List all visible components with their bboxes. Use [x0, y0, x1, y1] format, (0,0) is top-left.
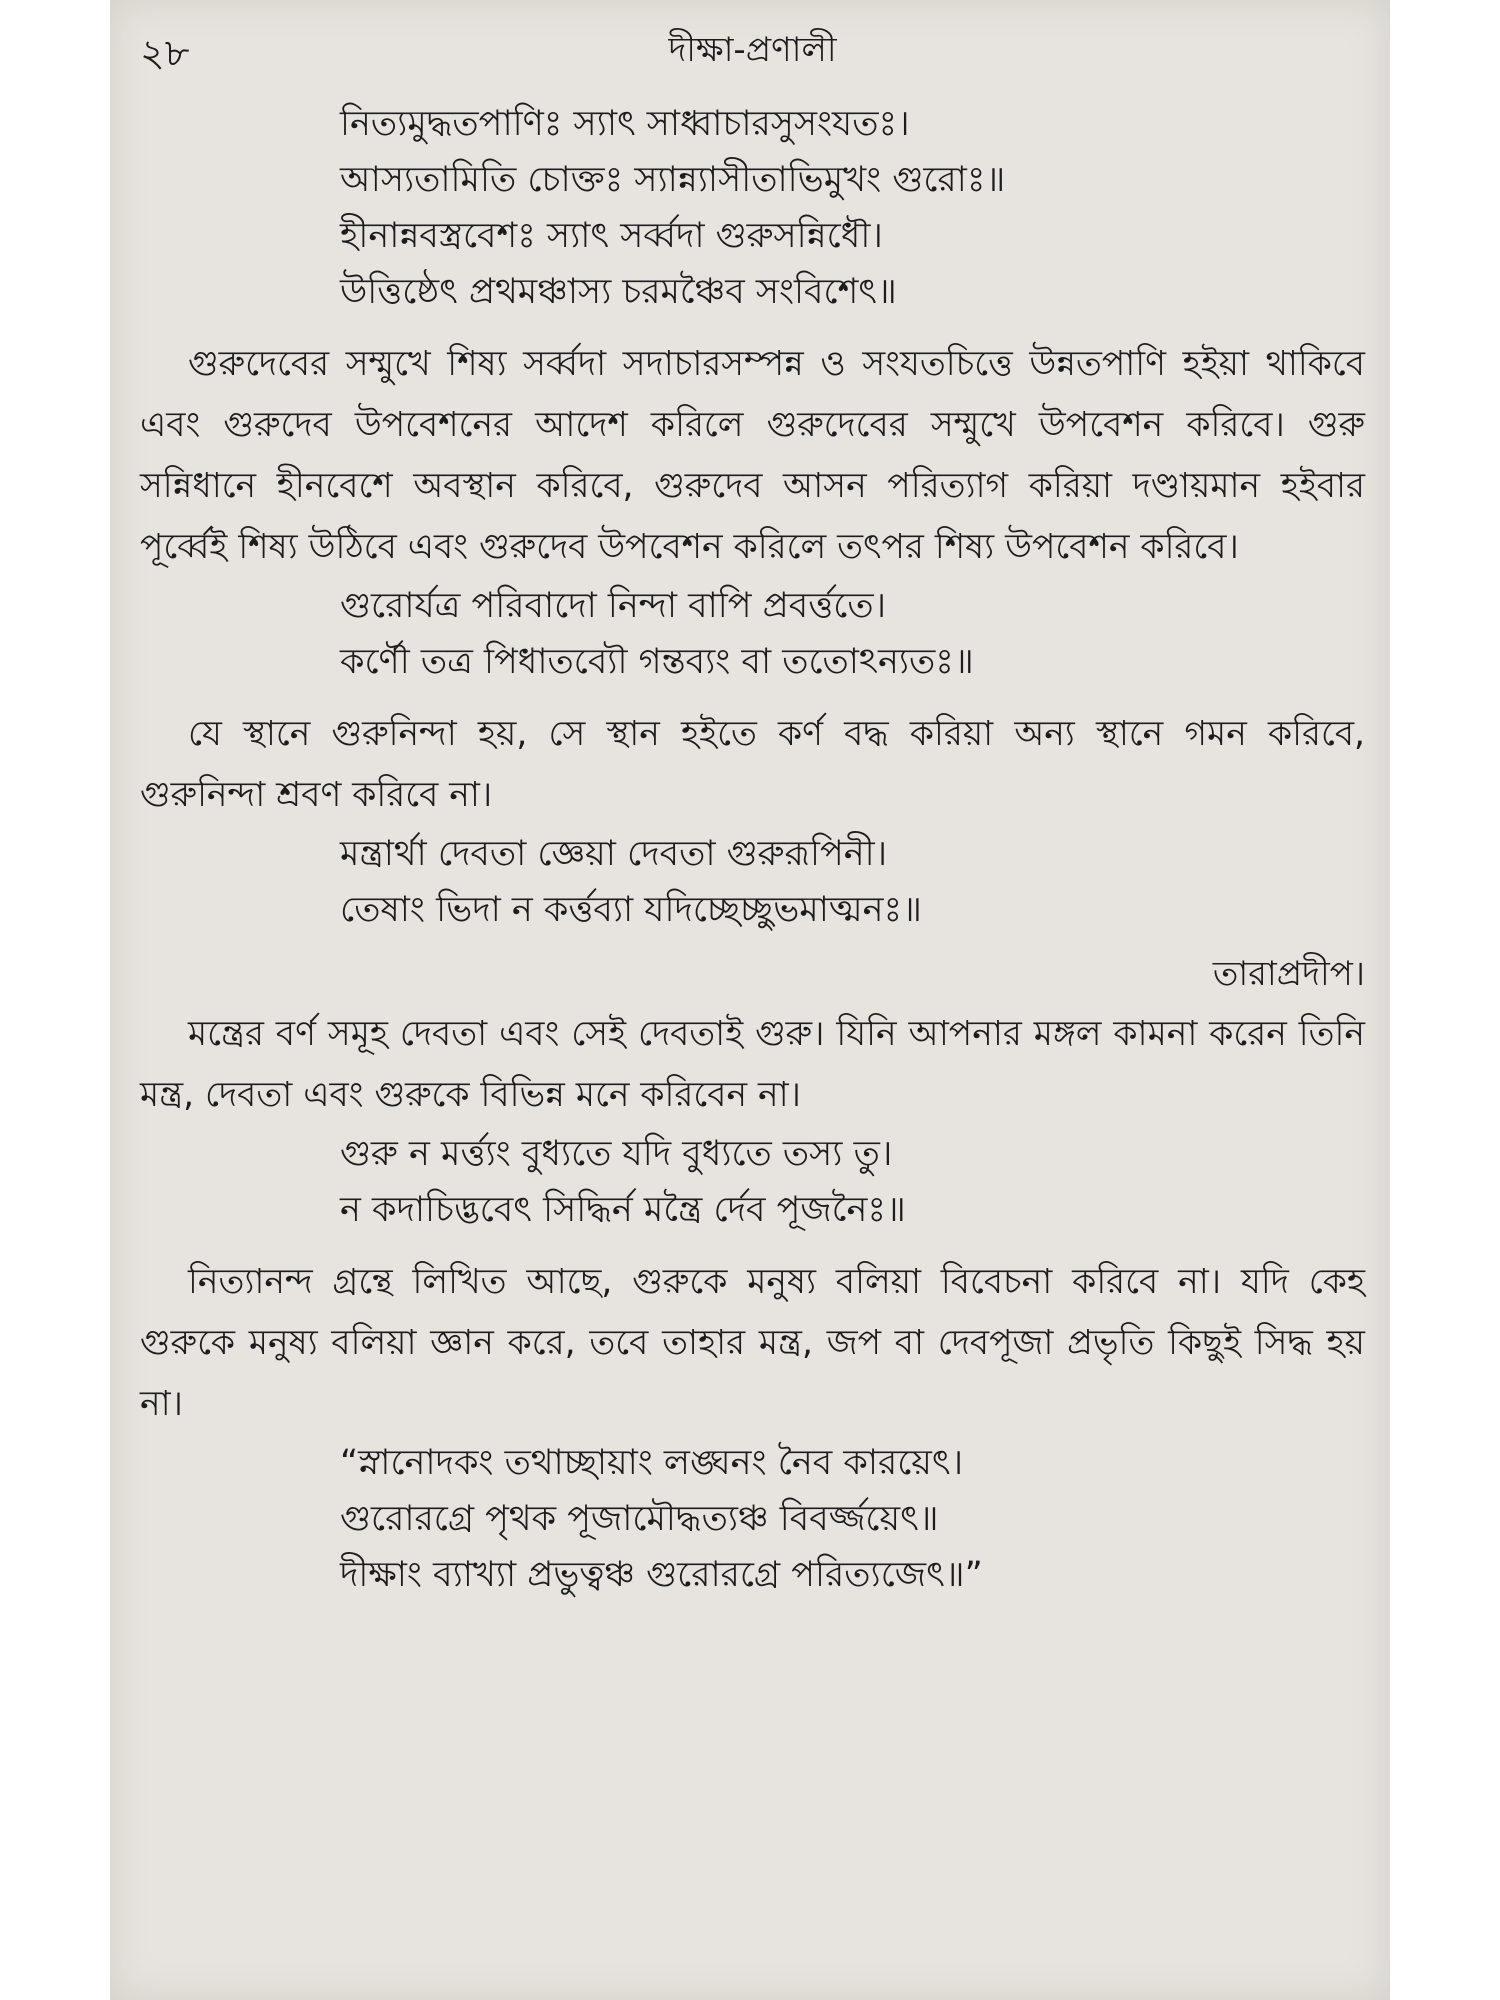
paragraph-text: মন্ত্রের বর্ণ সমূহ দেবতা এবং সেই দেবতাই গুরু। যিনি আপনার মঙ্গল কামনা করেন তিনি মন্ত্র, দেবতা এবং গুরুকে বিভিন্ন মনে করিবেন না।	[140, 1014, 1365, 1115]
verse-line: গুরোর্যত্র পরিবাদো নিন্দা বাপি প্রবর্ত্ততে।	[340, 586, 887, 626]
running-title: দীক্ষা-প্রণালী	[668, 30, 837, 70]
verse-line: উত্তিষ্ঠেৎ প্রথমঞ্চাস্য চরমঞ্চৈব সংবিশেৎ॥	[340, 272, 897, 312]
verse-line: তেষাং ভিদা ন কর্ত্তব্যা যদিচ্ছেচ্ছুভমাত্মনঃ॥	[340, 890, 922, 930]
verse-line: নিত্যমুদ্ধতপাণিঃ স্যাৎ সাধ্বাচারসুসংযতঃ।	[340, 104, 910, 144]
page-header	[140, 18, 1365, 82]
verse-line: গুরু ন মর্ত্ত্যং বুধ্যতে যদি বুধ্যতে তস্য তু।	[340, 1134, 893, 1174]
prose-paragraph-4	[140, 1252, 1365, 1435]
verse-block-1	[140, 96, 1365, 320]
verse-line: কর্ণৌ তত্র পিধাতব্যৌ গন্তব্যং বা ততোঽন্যতঃ॥	[340, 642, 974, 682]
verse-line: আস্যতামিতি চোক্তঃ স্যান্ন্যাসীতাভিমুখং গুরোঃ॥	[340, 160, 1006, 200]
verse-block-4	[140, 1126, 1365, 1238]
verse-block-2	[140, 578, 1365, 690]
verse-block-5	[140, 1435, 1365, 1603]
paragraph-text: নিত্যানন্দ গ্রন্থে লিখিত আছে, গুরুকে মনুষ্য বলিয়া বিবেচনা করিবে না। যদি কেহ গুরুকে মনুষ্য বলিয়া জ্ঞান করে, তবে তাহার মন্ত্র, জপ বা দেবপূজা প্রভৃতি কিছুই সিদ্ধ হয় না।	[140, 1262, 1365, 1424]
verse-line: গুরোরগ্রে পৃথক পূজামৌদ্ধত্যঞ্চ বিবর্জ্জয়েৎ॥	[340, 1499, 939, 1539]
paragraph-text: গুরুদেবের সম্মুখে শিষ্য সর্ব্বদা সদাচারসম্পন্ন ও সংযতচিত্তে উন্নতপাণি হইয়া থাকিবে এবং গুরুদেব উপবেশনের আদেশ করিলে গুরুদেবের সম্মুখে উপবেশন করিবে। গুরু সন্নিধানে হীনবেশে অবস্থান করিবে, গুরুদেব আসন পরিত্যাগ করিয়া দণ্ডায়মান হইবার পূর্ব্বেই শিষ্য উঠিবে এবং গুরুদেব উপবেশন করিলে তৎপর শিষ্য উপবেশন করিবে।	[140, 344, 1365, 567]
verse-line: হীনান্নবস্ত্রবেশঃ স্যাৎ সর্ব্বদা গুরুসন্নিধৌ।	[340, 216, 883, 256]
paragraph-text: যে স্থানে গুরুনিন্দা হয়, সে স্থান হইতে কর্ণ বদ্ধ করিয়া অন্য স্থানে গমন করিবে, গুরুনিন্দা শ্রবণ করিবে না।	[140, 714, 1365, 815]
page-number: ২৮	[140, 31, 190, 75]
verse-block-3	[140, 826, 1365, 938]
verse-line: ন কদাচিদ্ভবেৎ সিদ্ধির্ন মন্ত্রৈ র্দেব পূজনৈঃ॥	[340, 1190, 906, 1230]
page-content	[140, 18, 1365, 1603]
prose-paragraph-2	[140, 704, 1365, 826]
book-page	[110, 0, 1390, 2000]
verse-line: মন্ত্রার্থা দেবতা জ্ঞেয়া দেবতা গুরুরূপিনী।	[340, 834, 888, 874]
verse-line: “স্নানোদকং তথাচ্ছায়াং লঙ্ঘনং নৈব কারয়েৎ।	[340, 1443, 964, 1483]
source-label: তারাপ্রদীপ।	[1212, 954, 1365, 994]
prose-paragraph-1	[140, 334, 1365, 578]
verse-line: দীক্ষাং ব্যাখ্যা প্রভুত্বঞ্চ গুরোরগ্রে পরিত্যজেৎ॥”	[340, 1555, 983, 1595]
prose-paragraph-3	[140, 1004, 1365, 1126]
